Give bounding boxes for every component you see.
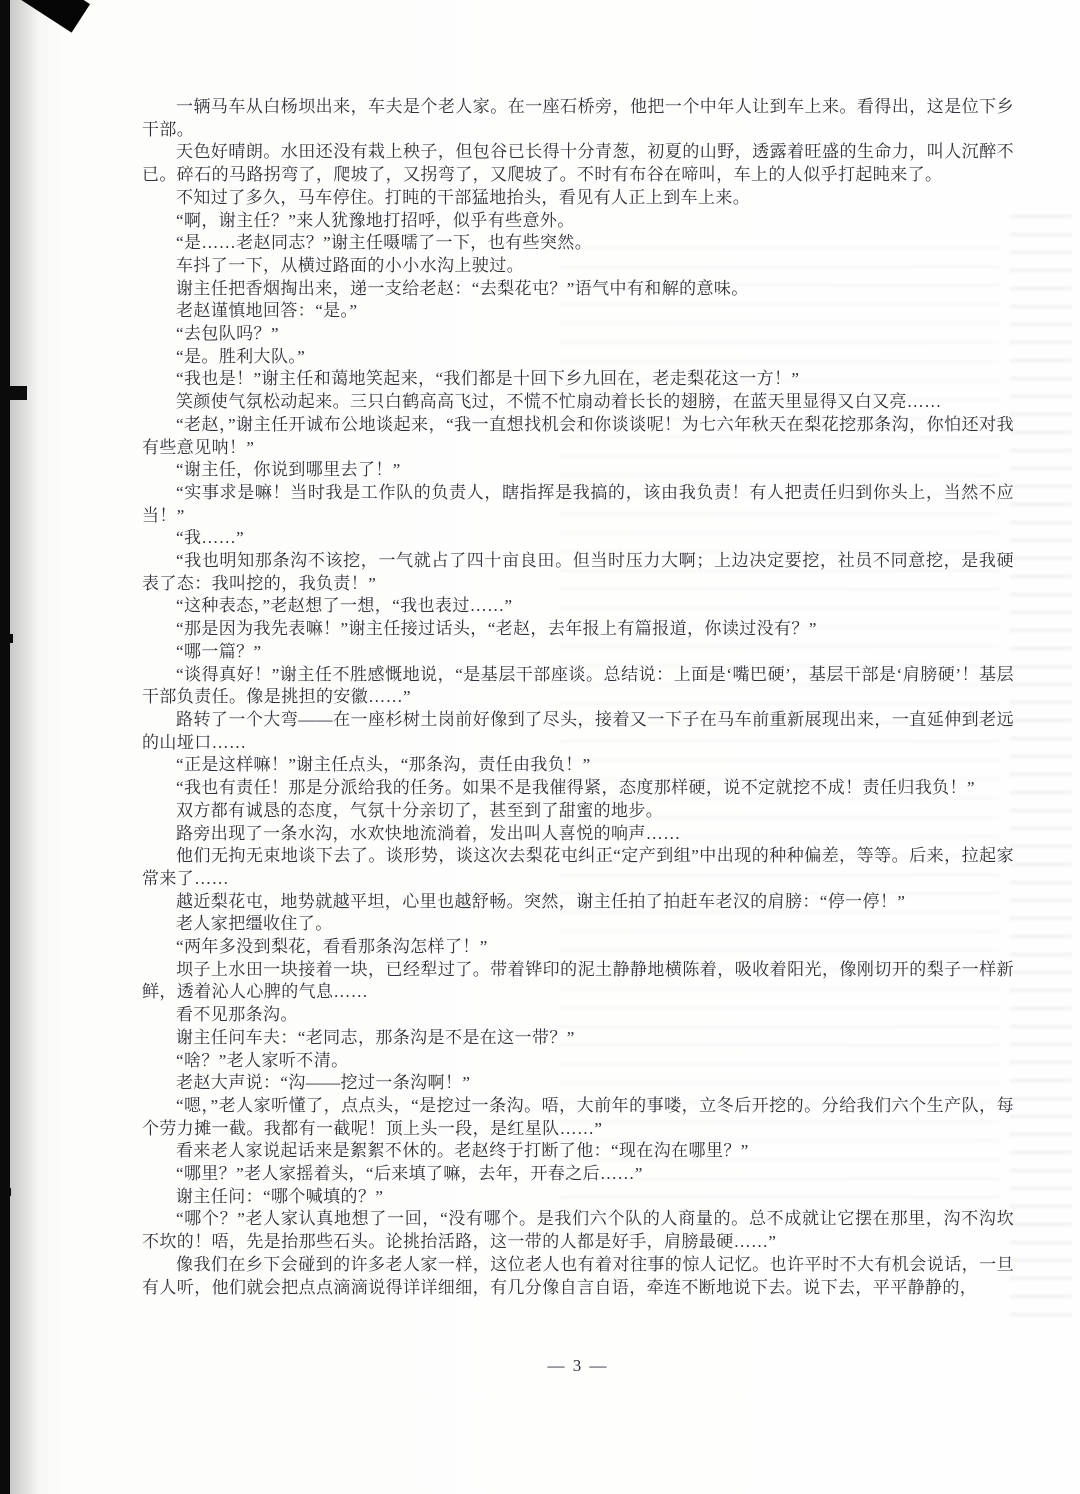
paragraph: “老赵，”谢主任开诚布公地谈起来，“我一直想找机会和你谈谈呢！为七六年秋天在梨花挖那条沟，你怕还对我有些意见呐！” bbox=[142, 414, 1014, 457]
paragraph: “哪一篇？” bbox=[176, 641, 262, 661]
paragraph: “哪里？”老人家摇着头，“后来填了嘛，去年，开春之后……” bbox=[176, 1164, 643, 1184]
paragraph: “啥？”老人家听不清。 bbox=[176, 1050, 349, 1070]
scan-edge-artifact bbox=[0, 0, 10, 1494]
paragraph: “我……” bbox=[176, 528, 245, 548]
paragraph: “那是因为我先表嘛！”谢主任接过话头，“老赵，去年报上有篇报道，你读过没有？” bbox=[176, 619, 817, 639]
scan-mark-artifact bbox=[0, 1188, 11, 1196]
paragraph: 他们无拘无束地谈下去了。谈形势，谈这次去梨花屯纠正“定产到组”中出现的种种偏差，等等。后来，拉起家常来了…… bbox=[142, 846, 1014, 888]
paragraph: 双方都有诚恳的态度，气氛十分亲切了，甚至到了甜蜜的地步。 bbox=[176, 800, 664, 820]
passage-text bbox=[142, 96, 1014, 1299]
paragraph: “是……老赵同志？”谢主任嗫嚅了一下，也有些突然。 bbox=[176, 233, 593, 253]
bleed-through-artifact bbox=[1010, 200, 1072, 1320]
paragraph: “两年多没到梨花，看看那条沟怎样了！” bbox=[176, 937, 488, 957]
paragraph: 老赵谨慎地回答：“是。” bbox=[176, 301, 358, 321]
paragraph: “我也明知那条沟不该挖，一气就占了四十亩良田。但当时压力大啊；上边决定要挖，社员不同意挖，是我硬表了态：我叫挖的，我负责！” bbox=[142, 551, 1014, 593]
paragraph: 越近梨花屯，地势就越平坦，心里也越舒畅。突然，谢主任拍了拍赶车老汉的肩膀：“停一停！” bbox=[176, 891, 906, 911]
paragraph: “哪个？”老人家认真地想了一回，“没有哪个。是我们六个队的人商量的。总不成就让它摆在那里，沟不沟坎不坎的！唔，先是抬那些石头。论挑抬活路，这一带的人都是好手，肩膀最硬……” bbox=[142, 1209, 1014, 1252]
paragraph: “实事求是嘛！当时我是工作队的负责人，瞎指挥是我搞的，该由我负责！有人把责任归到你头上，当然不应当！” bbox=[142, 482, 1014, 525]
paragraph: 一辆马车从白杨坝出来，车夫是个老人家。在一座石桥旁，他把一个中年人让到车上来。看得出，这是位下乡干部。 bbox=[142, 97, 1014, 139]
paragraph: 看不见那条沟。 bbox=[176, 1005, 298, 1025]
scan-edge-shadow bbox=[10, 0, 40, 1494]
paragraph: “我也是！”谢主任和蔼地笑起来，“我们都是十回下乡九回在，老走梨花这一方！” bbox=[176, 369, 800, 389]
paragraph: “嗯，”老人家听懂了，点点头，“是挖过一条沟。唔，大前年的事喽，立冬后开挖的。分给我们六个生产队，每个劳力摊一截。我都有一截呢！顶上头一段，是红星队……” bbox=[142, 1095, 1014, 1138]
scan-mark-artifact bbox=[0, 386, 27, 400]
paragraph: “谈得真好！”谢主任不胜感慨地说，“是基层干部座谈。总结说：上面是‘嘴巴硬’，基层干部是‘肩膀硬’！基层干部负责任。像是挑担的安徽……” bbox=[142, 664, 1014, 707]
paragraph: 天色好晴朗。水田还没有栽上秧子，但包谷已长得十分青葱，初夏的山野，透露着旺盛的生命力，叫人沉醉不已。碎石的马路拐弯了，爬坡了，又拐弯了，又爬坡了。不时有布谷在啼叫，车上的人似乎打起盹来了。 bbox=[142, 142, 1014, 185]
paragraph: “我也有责任！那是分派给我的任务。如果不是我催得紧，态度那样硬，说不定就挖不成！责任归我负！” bbox=[176, 778, 975, 798]
paragraph: “正是这样嘛！”谢主任点头，“那条沟，责任由我负！” bbox=[176, 755, 591, 775]
page-number: — 3 — bbox=[547, 1356, 609, 1375]
paragraph: 看来老人家说起话来是絮絮不休的。老赵终于打断了他：“现在沟在哪里？” bbox=[176, 1141, 749, 1161]
paragraph: 谢主任问车夫：“老同志，那条沟是不是在这一带？” bbox=[176, 1027, 575, 1047]
paragraph: “啊，谢主任？”来人犹豫地打招呼，似乎有些意外。 bbox=[176, 210, 575, 230]
paragraph: 谢主任问：“哪个喊填的？” bbox=[176, 1186, 384, 1206]
paragraph: 像我们在乡下会碰到的许多老人家一样，这位老人也有着对往事的惊人记忆。也许平时不大有机会说话，一旦有人听，他们就会把点点滴滴说得详详细细，有几分像自言自语，牵连不断地说下去。说下去，平平静静的， bbox=[142, 1254, 1014, 1297]
paragraph: 坝子上水田一块接着一块，已经犁过了。带着铧印的泥土静静地横陈着，吸收着阳光，像刚切开的梨子一样新鲜，透着沁人心脾的气息…… bbox=[142, 959, 1014, 1002]
paragraph: 老赵大声说：“沟——挖过一条沟啊！” bbox=[176, 1073, 471, 1093]
paragraph: “这种表态，”老赵想了一想，“我也表过……” bbox=[176, 596, 513, 616]
paragraph: 路转了一个大弯——在一座杉树土岗前好像到了尽头，接着又一下子在马车前重新展现出来，一直延伸到老远的山垭口…… bbox=[142, 709, 1014, 752]
paragraph: “去包队吗？” bbox=[176, 324, 279, 344]
paragraph: “是。胜利大队。” bbox=[176, 346, 306, 366]
paragraph: “谢主任，你说到哪里去了！” bbox=[176, 460, 401, 480]
paragraph: 笑颜使气氛松动起来。三只白鹤高高飞过，不慌不忙扇动着长长的翅膀，在蓝天里显得又白又亮…… bbox=[176, 392, 942, 412]
paragraph: 谢主任把香烟掏出来，递一支给老赵：“去梨花屯？”语气中有和解的意味。 bbox=[176, 278, 749, 298]
paragraph: 车抖了一下，从横过路面的小小水沟上驶过。 bbox=[176, 255, 524, 275]
paragraph: 不知过了多久，马车停住。打盹的干部猛地抬头，看见有人正上到车上来。 bbox=[176, 187, 751, 207]
paragraph: 老人家把缰收住了。 bbox=[176, 914, 333, 934]
paragraph: 路旁出现了一条水沟，水欢快地流淌着，发出叫人喜悦的响声…… bbox=[176, 823, 681, 843]
scan-mark-artifact bbox=[0, 634, 13, 643]
